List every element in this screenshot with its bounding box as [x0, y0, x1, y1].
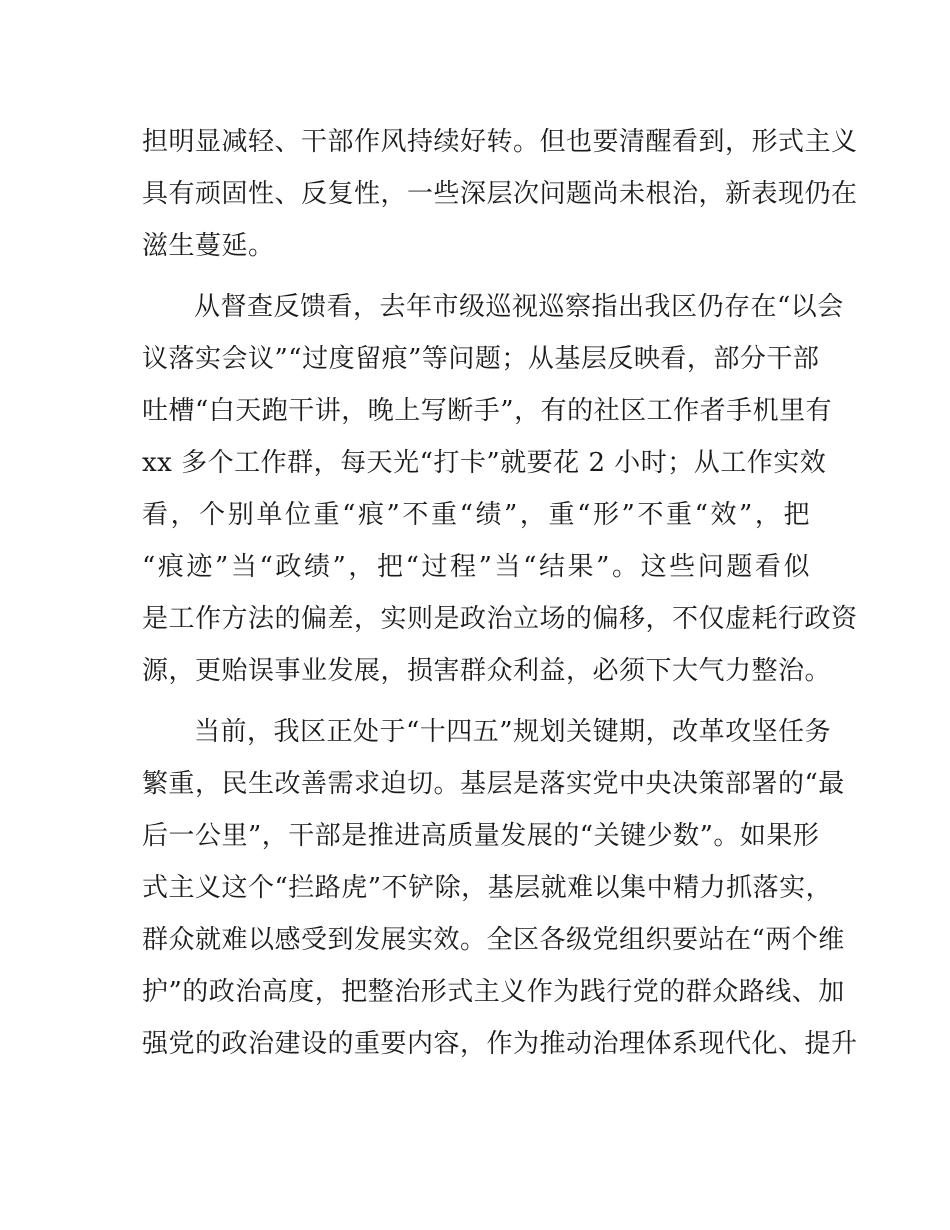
paragraph-2-line-3: 吐槽“白天跑干讲，晚上写断手”，有的社区工作者手机里有 — [142, 396, 833, 426]
paragraph-3-line-1: 当前，我区正处于“十四五”规划关键期，改革攻坚任务 — [194, 717, 832, 747]
paragraph-2-line-1: 从督查反馈看，去年市级巡视巡察指出我区仍存在“以会 — [194, 292, 844, 322]
paragraph-2-line-6: “痕迹”当“政绩”，把“过程”当“结果”。这些问题看似 — [142, 552, 810, 582]
paragraph-3-line-7: 强党的政治建设的重要内容，作为推动治理体系现代化、提升 — [142, 1029, 858, 1059]
paragraph-2-line-5: 看，个别单位重“痕”不重“绩”，重“形”不重“效”，把 — [142, 500, 810, 530]
paragraph-2-line-2: 议落实会议”“过度留痕”等问题；从基层反映看，部分干部 — [142, 344, 820, 374]
paragraph-3-line-2: 繁重，民生改善需求迫切。基层是落实党中央决策部署的“最 — [142, 769, 845, 799]
paragraph-3-line-3: 后一公里”，干部是推进高质量发展的“关键少数”。如果形 — [142, 821, 820, 851]
paragraph-2-line-4: xx 多个工作群，每天光“打卡”就要花 2 小时；从工作实效 — [142, 448, 827, 478]
paragraph-1-line-2: 具有顽固性、反复性，一些深层次问题尚未根治，新表现仍在 — [142, 179, 858, 209]
paragraph-3-line-5: 群众就难以感受到发展实效。全区各级党组织要站在“两个维 — [142, 925, 845, 955]
paragraph-2-line-7: 是工作方法的偏差，实则是政治立场的偏移，不仅虚耗行政资 — [142, 604, 858, 634]
paragraph-1-line-1: 担明显减轻、干部作风持续好转。但也要清醒看到，形式主义 — [142, 127, 858, 157]
paragraph-2-line-8: 源，更贻误事业发展，损害群众利益，必须下大气力整治。 — [142, 656, 832, 686]
paragraph-1-line-3: 滋生蔓延。 — [142, 231, 275, 261]
paragraph-3-line-6: 护”的政治高度，把整治形式主义作为践行党的群众路线、加 — [142, 977, 845, 1007]
paragraph-3-line-4: 式主义这个“拦路虎”不铲除，基层就难以集中精力抓落实， — [142, 873, 833, 903]
